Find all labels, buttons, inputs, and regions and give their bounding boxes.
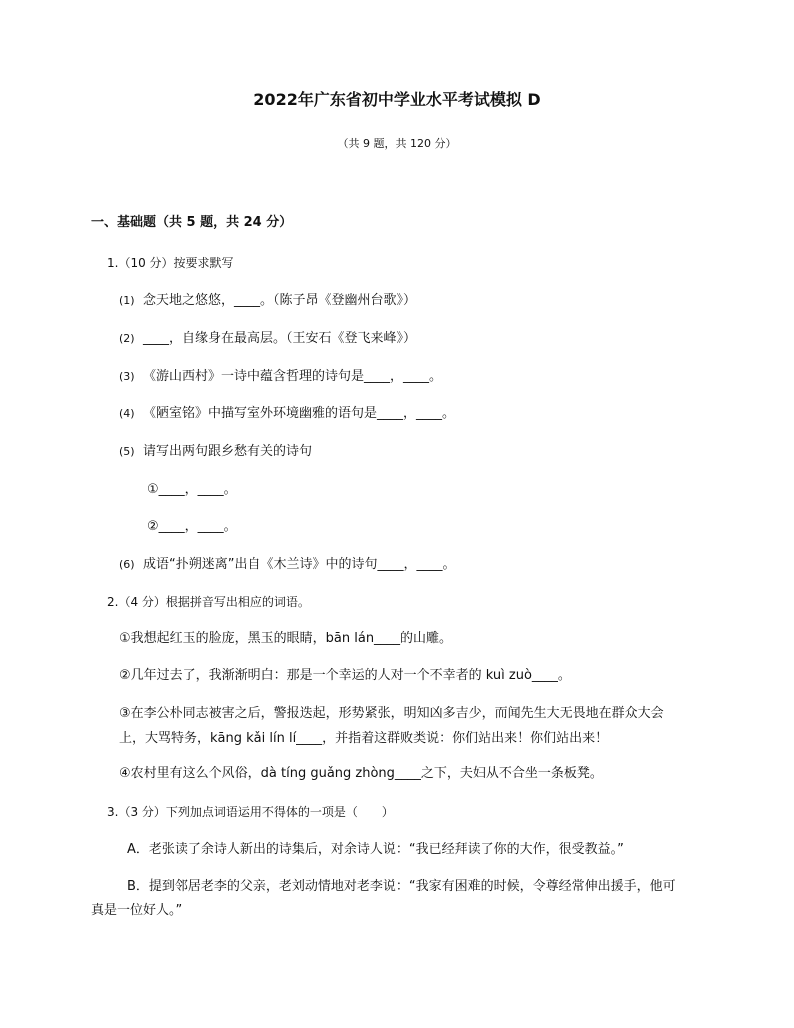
q1-item-number: (4) [119, 407, 135, 420]
q1-item-2 [119, 330, 416, 348]
q1-item-5-sub-2: ②____，____。 [147, 519, 237, 534]
q2-line-3a: ③在李公朴同志被害之后，警报迭起，形势紧张，明知凶多吉少，而闻先生大无畏地在群众大会 [119, 706, 664, 721]
q2-line-2: ②几年过去了，我渐渐明白：那是一个幸运的人对一个不幸者的 kuì zuò____。 [119, 668, 571, 683]
section-heading: 一、基础题（共 5 题，共 24 分） [91, 215, 293, 230]
q1-item-1 [119, 292, 416, 310]
q2-line-1: ①我想起红玉的脸庞，黑玉的眼睛，bān lán____的山雕。 [119, 631, 453, 646]
q1-item-number: (2) [119, 332, 135, 345]
q1-item-4 [119, 405, 455, 423]
q1-item-text: 《游山西村》一诗中蕴含哲理的诗句是____，____。 [143, 369, 443, 384]
q1-item-text: 成语“扑朔迷离”出自《木兰诗》中的诗句____，____。 [143, 557, 456, 572]
q1-item-text: 念天地之悠悠，____。（陈子昂《登幽州台歌》） [143, 293, 417, 308]
q1-item-text: 请写出两句跟乡愁有关的诗句 [143, 444, 313, 459]
question-1-stem: 1.（10 分）按要求默写 [107, 256, 234, 270]
q1-item-3 [119, 368, 442, 386]
q1-item-text: ____，自缘身在最高层。（王安石《登飞来峰》） [143, 331, 417, 346]
q1-item-5-sub-1: ①____，____。 [147, 482, 237, 497]
q1-item-6 [119, 556, 455, 574]
q2-line-3b: 上，大骂特务，kāng kǎi lín lí____，并指着这群败类说：你们站出来！你们站出来！ [119, 731, 609, 746]
q1-item-text: 《陋室铭》中描写室外环境幽雅的语句是____，____。 [143, 406, 456, 421]
q3-option-a: A．老张读了余诗人新出的诗集后，对余诗人说：“我已经拜读了你的大作，很受教益。” [127, 842, 624, 857]
q3-option-b-line-1: B．提到邻居老李的父亲，老刘动情地对老李说：“我家有困难的时候，令尊经常伸出援手，他可 [127, 879, 676, 894]
q1-item-number: (6) [119, 558, 135, 571]
question-2-stem: 2.（4 分）根据拼音写出相应的词语。 [107, 595, 310, 609]
q1-item-5 [119, 443, 312, 461]
q2-line-4: ④农村里有这么个风俗，dà tíng guǎng zhòng____之下，夫妇从不合坐一条板凳。 [119, 766, 603, 781]
q1-item-number: (3) [119, 370, 135, 383]
q3-option-b-line-2: 真是一位好人。” [91, 903, 183, 918]
page-subtitle: （共 9 题，共 120 分） [337, 137, 457, 150]
question-3-stem: 3.（3 分）下列加点词语运用不得体的一项是（ ） [107, 805, 394, 819]
q1-item-number: (5) [119, 445, 135, 458]
page-title: 2022年广东省初中学业水平考试模拟 D [253, 90, 541, 109]
q1-item-number: (1) [119, 294, 135, 307]
